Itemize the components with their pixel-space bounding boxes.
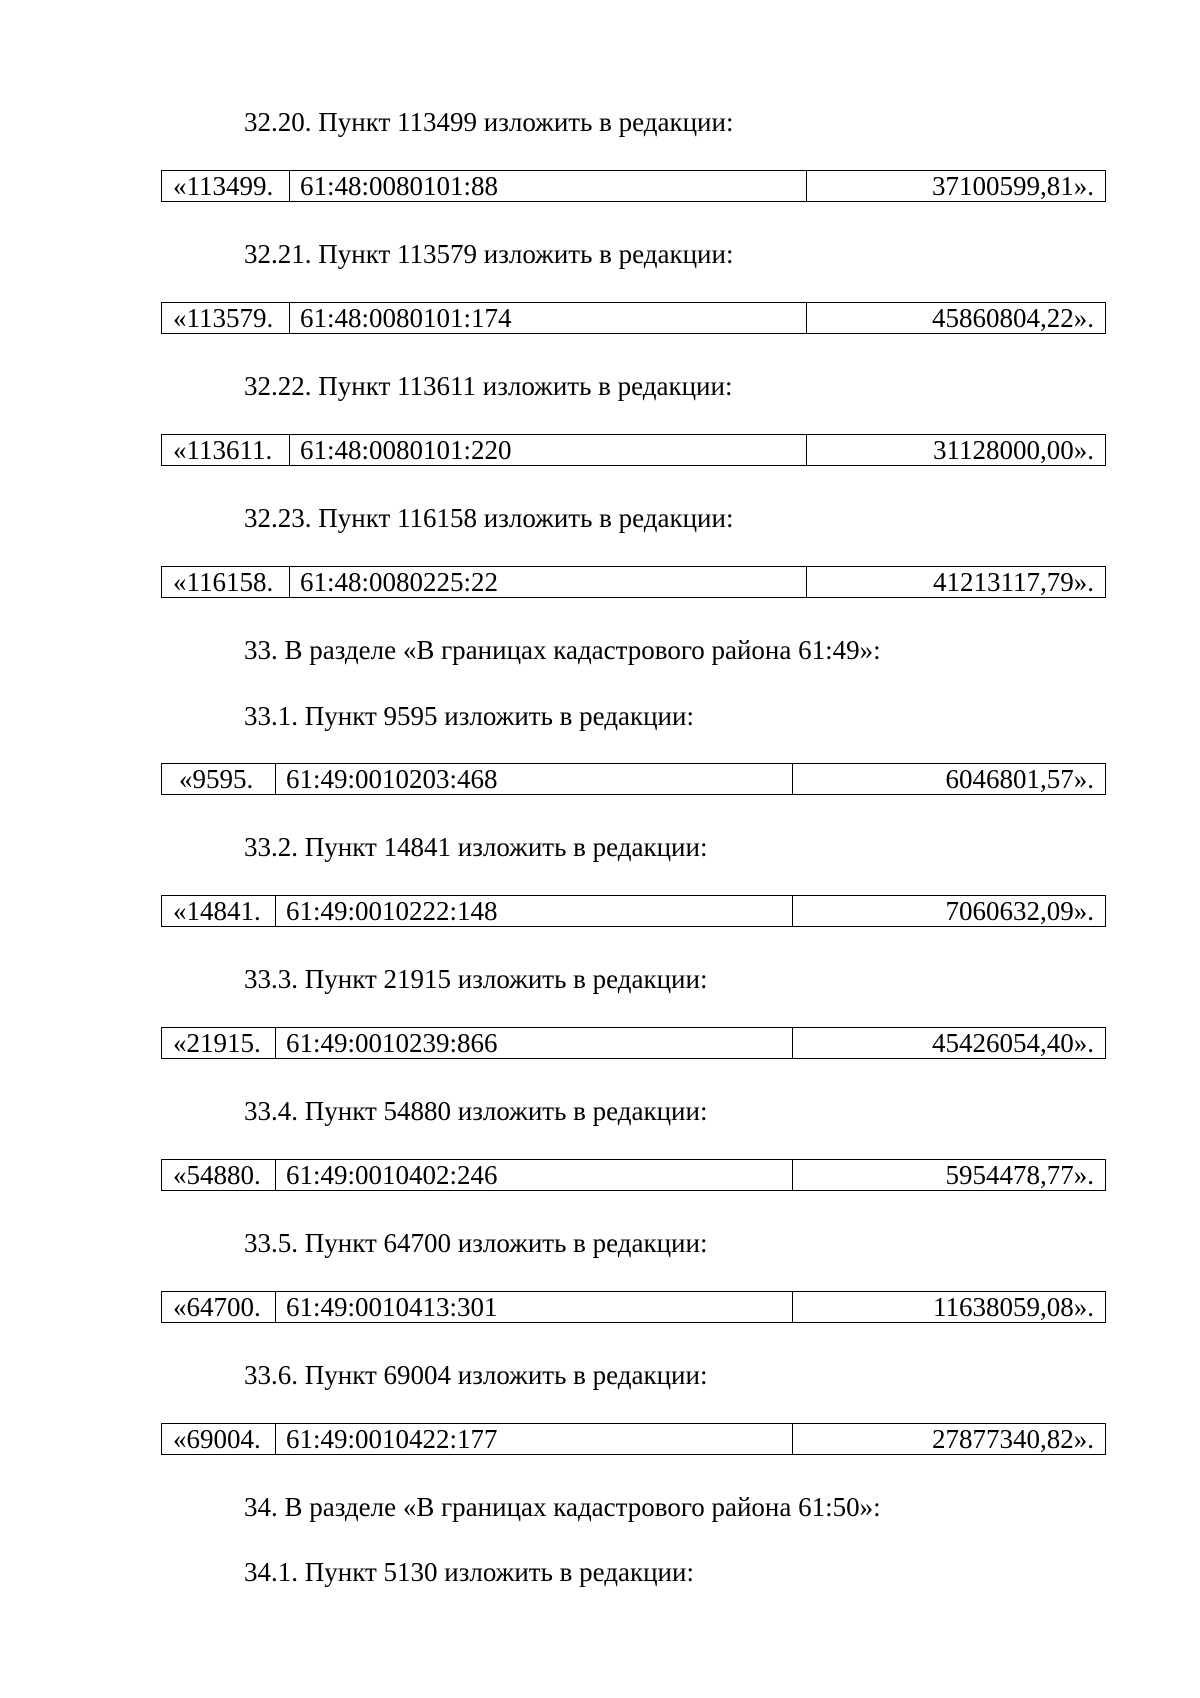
paragraph-33-3: 33.3. Пункт 21915 изложить в редакции:: [244, 964, 708, 994]
value-cell: 45426054,40».: [932, 1028, 1094, 1058]
cadastral-number-cell: 61:49:0010239:866: [276, 1028, 793, 1058]
item-number-cell: «113611.: [162, 435, 290, 465]
cadastral-number-cell: 61:49:0010402:246: [276, 1160, 793, 1190]
value-cell: 7060632,09».: [945, 896, 1094, 926]
table-row: [161, 566, 1106, 598]
item-number-cell: «9595.: [162, 764, 276, 794]
table-row: [161, 302, 1106, 334]
cadastral-number-cell: 61:48:0080101:174: [290, 303, 807, 333]
table-row: [161, 763, 1106, 795]
cadastral-number-cell: 61:48:0080101:220: [290, 435, 807, 465]
item-number-cell: «69004.: [162, 1424, 276, 1454]
item-number-cell: «64700.: [162, 1292, 276, 1322]
paragraph-33-2: 33.2. Пункт 14841 изложить в редакции:: [244, 832, 708, 862]
item-number-cell: «54880.: [162, 1160, 276, 1190]
paragraph-32-21: 32.21. Пункт 113579 изложить в редакции:: [244, 239, 734, 269]
cadastral-number-cell: 61:48:0080101:88: [290, 171, 807, 201]
section-heading-33: 33. В разделе «В границах кадастрового района 61:49»:: [244, 635, 881, 665]
value-cell: 6046801,57».: [945, 764, 1094, 794]
cadastral-number-cell: 61:49:0010413:301: [276, 1292, 793, 1322]
table-row: [161, 1291, 1106, 1323]
cadastral-number-cell: 61:49:0010422:177: [276, 1424, 793, 1454]
table-row: [161, 895, 1106, 927]
value-cell: 45860804,22».: [932, 303, 1094, 333]
value-cell: 5954478,77».: [945, 1160, 1094, 1190]
item-number-cell: «113499.: [162, 171, 290, 201]
value-cell: 41213117,79».: [933, 567, 1094, 597]
cadastral-number-cell: 61:49:0010203:468: [276, 764, 793, 794]
value-cell: 37100599,81».: [932, 171, 1094, 201]
item-number-cell: «14841.: [162, 896, 276, 926]
value-cell: 27877340,82».: [932, 1424, 1094, 1454]
table-row: [161, 1423, 1106, 1455]
paragraph-32-23: 32.23. Пункт 116158 изложить в редакции:: [244, 503, 734, 533]
paragraph-33-6: 33.6. Пункт 69004 изложить в редакции:: [244, 1360, 708, 1390]
paragraph-32-22: 32.22. Пункт 113611 изложить в редакции:: [244, 371, 733, 401]
value-cell: 11638059,08».: [933, 1292, 1094, 1322]
table-row: [161, 434, 1106, 466]
value-cell: 31128000,00».: [933, 435, 1094, 465]
cadastral-number-cell: 61:48:0080225:22: [290, 567, 807, 597]
paragraph-34-1: 34.1. Пункт 5130 изложить в редакции:: [244, 1557, 694, 1587]
paragraph-33-4: 33.4. Пункт 54880 изложить в редакции:: [244, 1096, 708, 1126]
table-row: [161, 1027, 1106, 1059]
table-row: [161, 1159, 1106, 1191]
item-number-cell: «116158.: [162, 567, 290, 597]
paragraph-32-20: 32.20. Пункт 113499 изложить в редакции:: [244, 107, 734, 137]
table-row: [161, 170, 1106, 202]
paragraph-33-1: 33.1. Пункт 9595 изложить в редакции:: [244, 701, 694, 731]
cadastral-number-cell: 61:49:0010222:148: [276, 896, 793, 926]
paragraph-33-5: 33.5. Пункт 64700 изложить в редакции:: [244, 1228, 708, 1258]
section-heading-34: 34. В разделе «В границах кадастрового района 61:50»:: [244, 1492, 881, 1522]
item-number-cell: «21915.: [162, 1028, 276, 1058]
item-number-cell: «113579.: [162, 303, 290, 333]
